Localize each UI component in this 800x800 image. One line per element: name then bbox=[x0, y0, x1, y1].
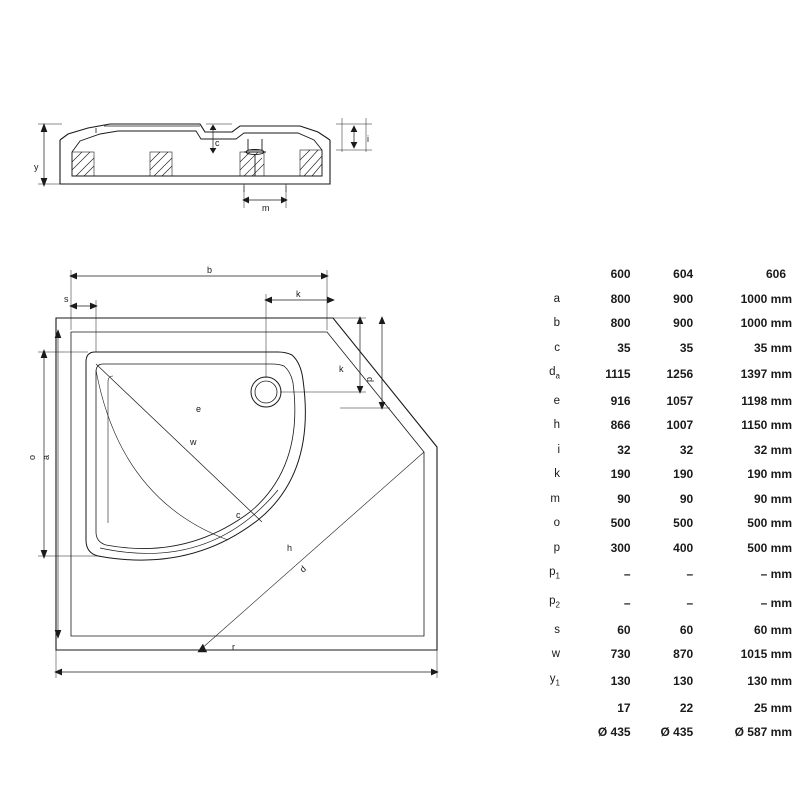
cell-606: – mm bbox=[760, 596, 792, 611]
unit-label: mm bbox=[770, 367, 792, 382]
column-header-606: 606 bbox=[765, 267, 786, 281]
unit-label: mm bbox=[770, 622, 792, 637]
section-view bbox=[38, 118, 372, 208]
row-symbol: k bbox=[554, 468, 560, 481]
cell-600: 500 bbox=[610, 516, 631, 531]
cell-606: 1000 mm bbox=[740, 316, 792, 330]
unit-label: mm bbox=[770, 674, 792, 689]
unit-label: mm bbox=[770, 442, 792, 457]
table-row bbox=[516, 667, 792, 696]
table-row bbox=[516, 360, 792, 389]
table-row bbox=[516, 511, 792, 536]
row-symbol: e bbox=[553, 394, 560, 407]
label-d1: d bbox=[297, 563, 309, 575]
row-symbol: c bbox=[554, 341, 560, 354]
cell-600: 1115 bbox=[605, 367, 631, 382]
cell-606: 60 mm bbox=[753, 622, 792, 637]
label-b: b bbox=[207, 265, 213, 275]
cell-604: 32 bbox=[679, 442, 694, 457]
cell-604: 870 bbox=[673, 647, 694, 662]
cell-606: 1150 mm bbox=[741, 418, 792, 433]
table-row bbox=[516, 696, 792, 721]
cell-600: 17 bbox=[617, 700, 631, 715]
unit-label: mm bbox=[770, 340, 792, 355]
table-row bbox=[516, 462, 792, 487]
cell-604: 900 bbox=[673, 291, 694, 306]
cell-604: 22 bbox=[679, 700, 694, 715]
cell-600: 800 bbox=[610, 316, 631, 330]
row-symbol: o bbox=[553, 517, 560, 530]
cell-600: Ø 435 bbox=[597, 725, 631, 740]
label-k-right: k bbox=[339, 364, 344, 374]
table-row bbox=[516, 618, 792, 643]
label-h: h bbox=[287, 543, 293, 553]
label-e: e bbox=[196, 404, 202, 414]
dimension-table bbox=[516, 262, 792, 745]
label-m: m bbox=[262, 203, 270, 213]
unit-label: mm bbox=[770, 725, 792, 740]
cell-600: 916 bbox=[610, 393, 631, 408]
table-row bbox=[516, 536, 792, 561]
cell-604: 1256 bbox=[666, 367, 694, 382]
cell-600: 866 bbox=[610, 418, 631, 433]
cell-606: 1397 mm bbox=[740, 367, 792, 382]
cell-606: 32 mm bbox=[753, 442, 792, 457]
drain-hole bbox=[251, 377, 281, 407]
cell-604: – bbox=[686, 567, 694, 582]
cell-604: Ø 435 bbox=[660, 725, 694, 740]
column-header-604: 604 bbox=[673, 267, 694, 281]
cell-604: – bbox=[686, 596, 694, 611]
table-header-row bbox=[516, 262, 792, 287]
row-symbol-subscript: 2 bbox=[555, 600, 560, 610]
unit-label: mm bbox=[770, 316, 792, 330]
cell-604: 900 bbox=[673, 316, 694, 330]
unit-label: mm bbox=[770, 291, 792, 306]
cell-604: 1057 bbox=[666, 393, 694, 408]
label-c: c bbox=[215, 138, 220, 148]
row-symbol: w bbox=[551, 648, 560, 661]
table-row bbox=[516, 589, 792, 618]
row-symbol bbox=[516, 696, 574, 721]
cell-600: 730 bbox=[610, 647, 631, 662]
row-symbol: i bbox=[557, 443, 560, 456]
cell-606: 500 mm bbox=[747, 516, 792, 531]
label-w: w bbox=[190, 437, 197, 447]
cell-606: 500 mm bbox=[747, 540, 792, 555]
unit-label: mm bbox=[770, 491, 792, 506]
cell-604: 130 bbox=[673, 674, 694, 689]
label-a: a bbox=[41, 454, 51, 460]
cell-606: 1015 mm bbox=[740, 647, 792, 662]
table-row bbox=[516, 287, 792, 312]
cell-600: 300 bbox=[610, 540, 631, 555]
row-symbol bbox=[516, 720, 574, 745]
row-symbol: $p_2$ bbox=[549, 595, 560, 610]
cell-600: – bbox=[623, 567, 631, 582]
row-symbol: m bbox=[550, 492, 560, 505]
column-header-600: 600 bbox=[610, 267, 631, 281]
label-p: p bbox=[364, 376, 374, 382]
table-row bbox=[516, 487, 792, 512]
table-row bbox=[516, 311, 792, 336]
unit-label: mm bbox=[770, 596, 792, 611]
label-k-top: k bbox=[296, 289, 301, 299]
row-symbol: b bbox=[553, 317, 560, 329]
unit-label: mm bbox=[770, 567, 792, 582]
cell-600: 32 bbox=[617, 442, 631, 457]
cell-600: – bbox=[623, 596, 631, 611]
row-symbol: h bbox=[553, 419, 560, 432]
row-symbol: a bbox=[553, 292, 560, 305]
unit-label: mm bbox=[770, 418, 792, 433]
row-symbol: $p_1$ bbox=[549, 566, 560, 581]
cell-606: 1198 mm bbox=[741, 393, 792, 408]
cell-606: 1000 mm bbox=[740, 291, 792, 306]
cell-604: 60 bbox=[679, 622, 694, 637]
table-row bbox=[516, 642, 792, 667]
cell-606: Ø 587 mm bbox=[734, 725, 792, 740]
table-row bbox=[516, 438, 792, 463]
unit-label: mm bbox=[770, 540, 792, 555]
table-row bbox=[516, 336, 792, 361]
cell-604: 190 bbox=[673, 467, 694, 482]
table-row bbox=[516, 720, 792, 745]
cell-604: 400 bbox=[673, 540, 694, 555]
cell-606: 35 mm bbox=[753, 340, 792, 355]
cell-600: 800 bbox=[610, 291, 631, 306]
table-row bbox=[516, 413, 792, 438]
plan-view bbox=[38, 270, 438, 678]
cell-606: – mm bbox=[760, 567, 792, 582]
row-symbol: $d_a$ bbox=[549, 366, 560, 381]
symbol-column-header bbox=[516, 262, 574, 287]
table-row bbox=[516, 560, 792, 589]
unit-label: mm bbox=[770, 467, 792, 482]
unit-label: mm bbox=[770, 393, 792, 408]
cell-600: 190 bbox=[610, 467, 631, 482]
row-symbol-subscript: a bbox=[555, 371, 560, 381]
label-s: s bbox=[64, 294, 69, 304]
cell-600: 35 bbox=[617, 340, 631, 355]
cell-604: 90 bbox=[679, 491, 694, 506]
row-symbol: $y_1$ bbox=[549, 672, 560, 688]
cell-604: 35 bbox=[679, 340, 694, 355]
cell-604: 1007 bbox=[666, 418, 694, 433]
cell-604: 500 bbox=[673, 516, 694, 531]
cell-606: 90 mm bbox=[753, 491, 792, 506]
label-c-plan: c bbox=[236, 510, 241, 520]
label-r: r bbox=[232, 642, 235, 652]
row-symbol: s bbox=[554, 623, 560, 636]
cell-606: 190 mm bbox=[747, 467, 792, 482]
table-row bbox=[516, 389, 792, 414]
cell-600: 60 bbox=[617, 622, 631, 637]
cell-606: 25 mm bbox=[753, 700, 792, 715]
unit-label: mm bbox=[770, 647, 792, 662]
label-y: y bbox=[34, 162, 39, 172]
cell-600: 130 bbox=[610, 674, 631, 689]
row-symbol-subscript: 1 bbox=[555, 571, 560, 581]
label-i: i bbox=[367, 134, 369, 144]
row-symbol: p bbox=[553, 541, 560, 554]
cell-600: 90 bbox=[617, 491, 631, 506]
label-o: o bbox=[27, 454, 37, 460]
unit-label: mm bbox=[770, 700, 792, 715]
cell-606: 130 mm bbox=[747, 674, 792, 689]
row-symbol-subscript: 1 bbox=[555, 678, 560, 688]
unit-label: mm bbox=[770, 516, 792, 531]
